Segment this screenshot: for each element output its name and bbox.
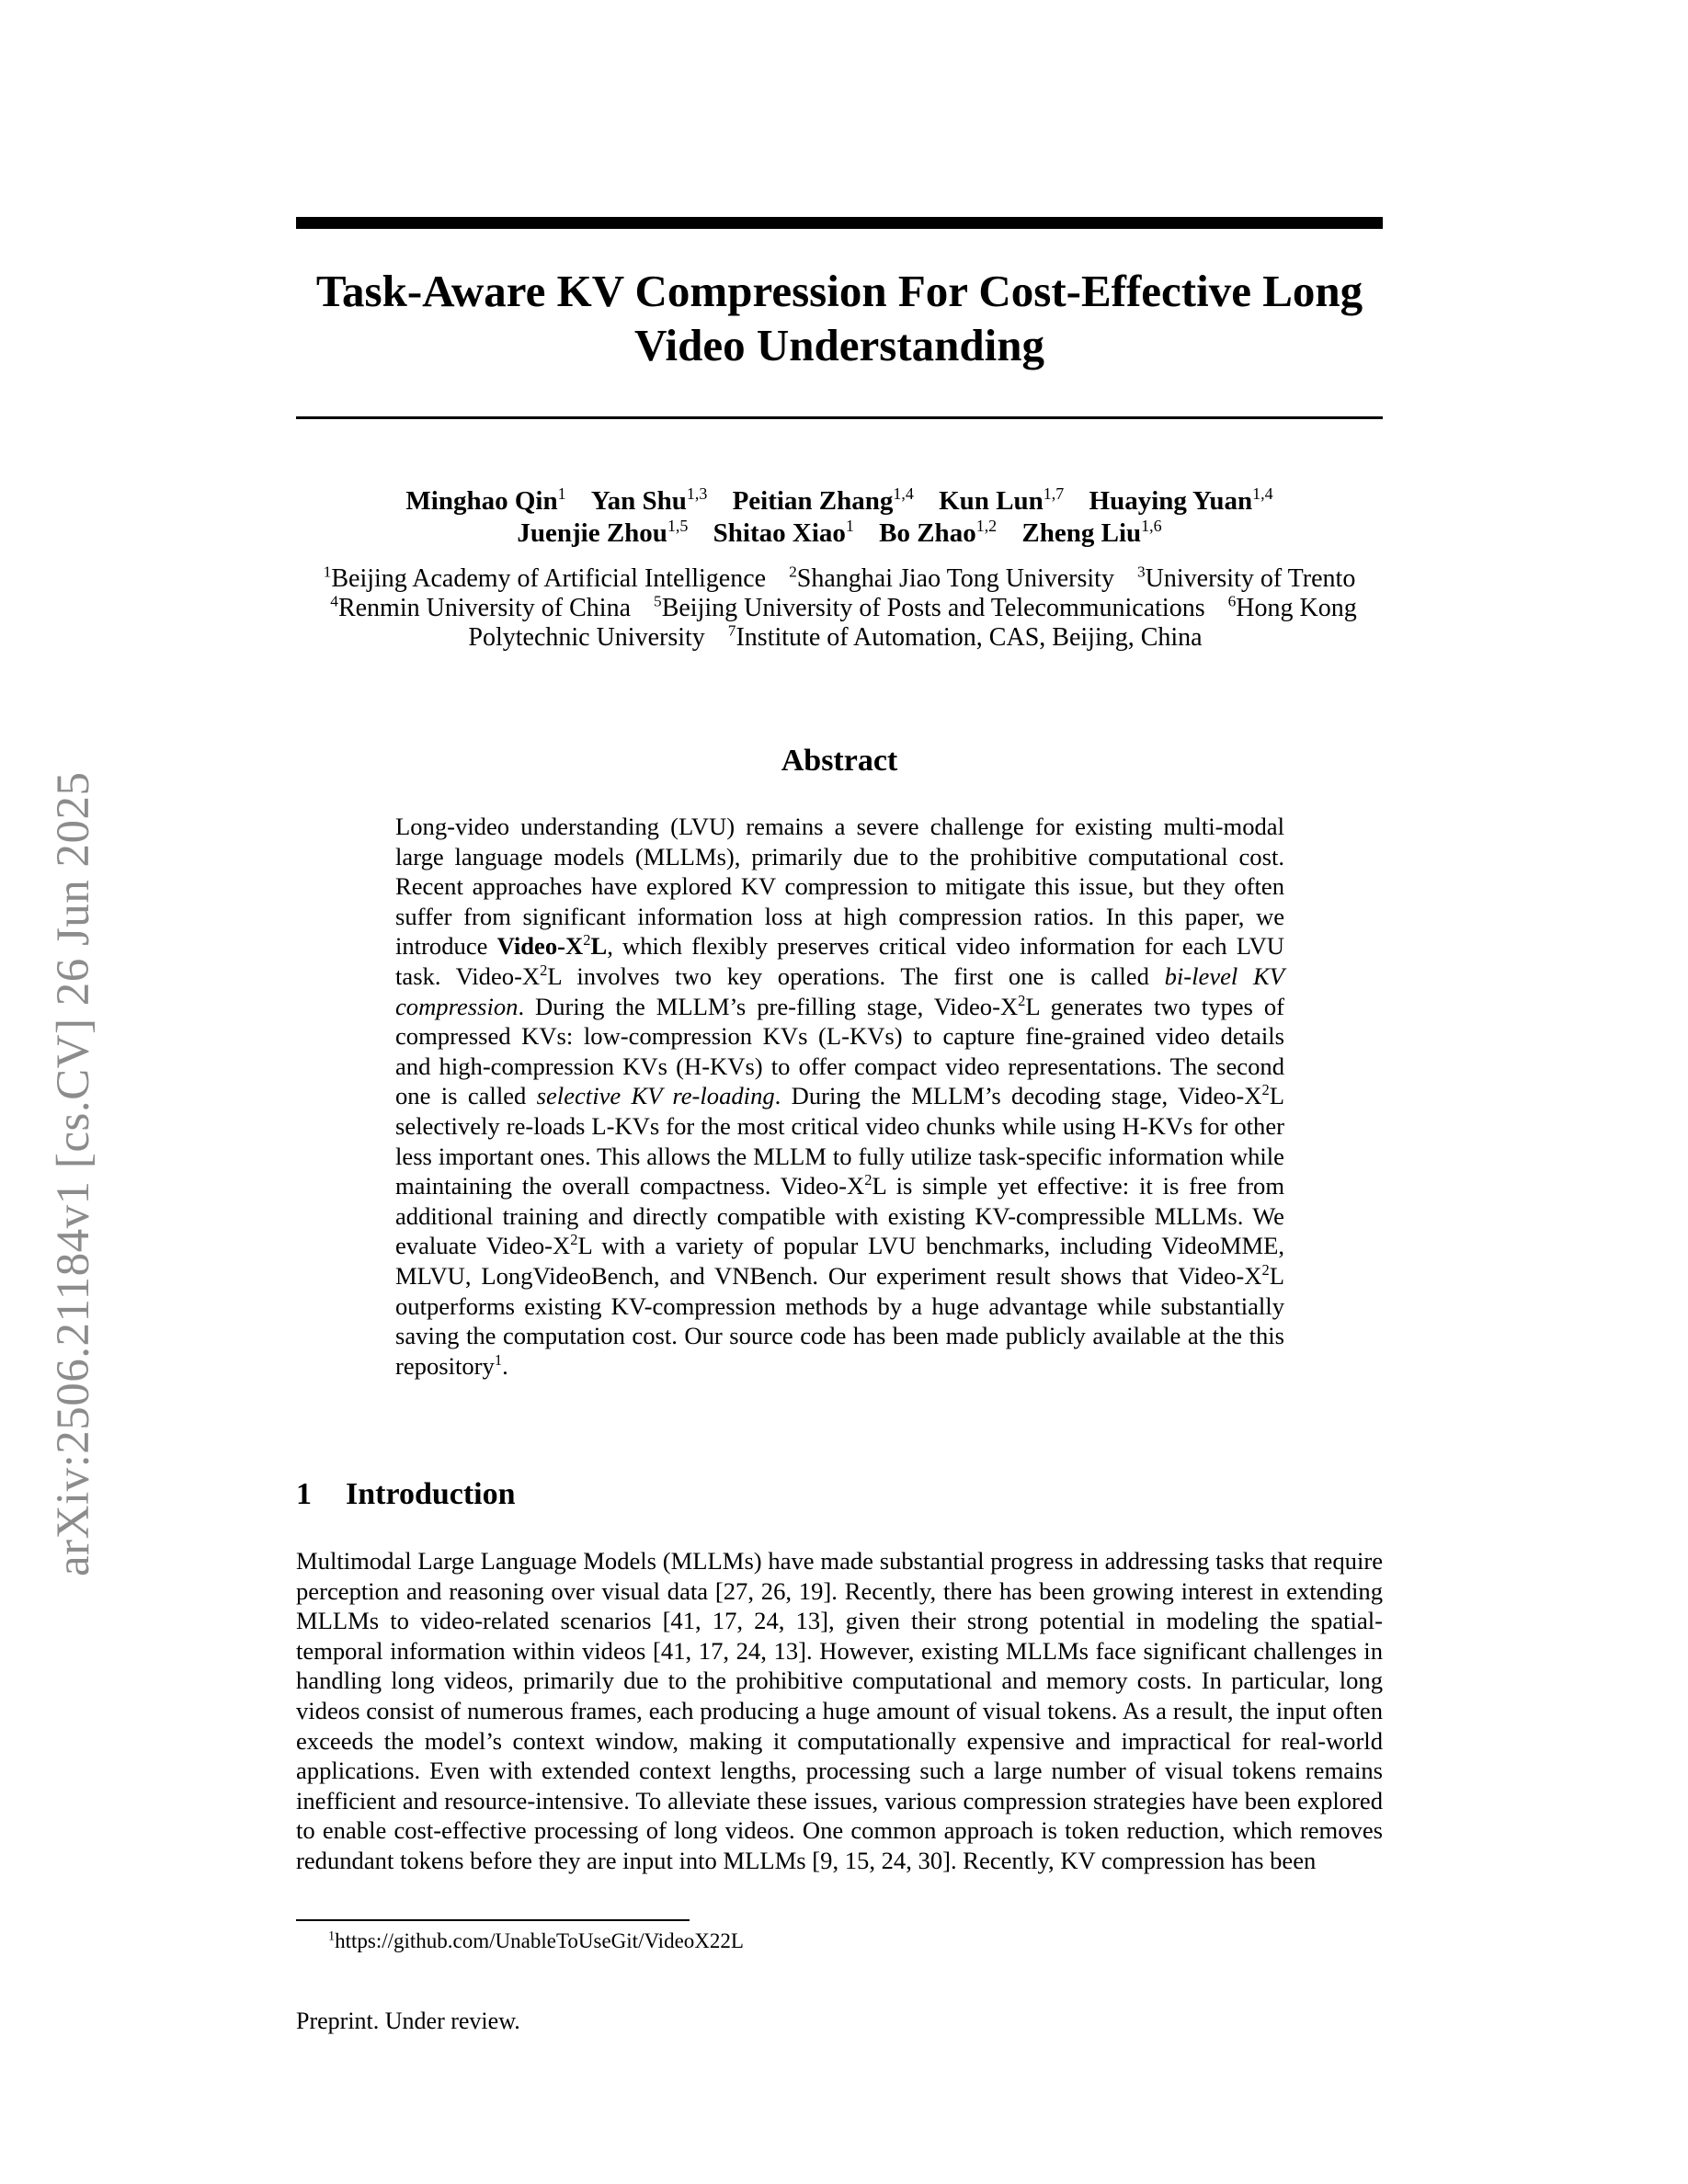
- preprint-note: Preprint. Under review.: [296, 2008, 520, 2034]
- affiliation-list: [296, 564, 1383, 653]
- author: Zheng Liu$^{1,6}$: [1021, 517, 1162, 548]
- title-rule-bottom: [296, 416, 1383, 419]
- abstract-heading: Abstract: [781, 744, 898, 778]
- author: Huaying Yuan$^{1,4}$: [1089, 484, 1273, 516]
- section-heading-introduction: [296, 1476, 516, 1513]
- author: Yan Shu$^{1,3}$: [590, 484, 708, 516]
- affiliation: $^7$Institute of Automation, CAS, Beijing, China: [727, 621, 1203, 652]
- author: Shitao Xiao$^1$: [713, 517, 854, 548]
- author: Minghao Qin$^1$: [405, 484, 566, 516]
- affiliation: $^1$Beijing Academy of Artificial Intelligence: [323, 563, 767, 593]
- term-selective-kv-reloading: selective KV re-loading: [536, 1082, 775, 1110]
- title-rule-top: [296, 217, 1383, 229]
- section-number: 1: [296, 1477, 312, 1511]
- affiliation: $^5$Beijing University of Posts and Telecommunications: [654, 592, 1205, 622]
- author: Peitian Zhang$^{1,4}$: [732, 484, 914, 516]
- affiliation: $^6$Hong Kong Polytechnic University: [468, 592, 1357, 652]
- term-bilevel-kv-compression: bi-level KV compression: [395, 961, 1284, 1020]
- affiliation: $^2$Shanghai Jiao Tong University: [789, 563, 1114, 593]
- footnote: $^1$https://github.com/UnableToUseGit/VideoX22L: [328, 1928, 744, 1952]
- footnote-marker: 1: [494, 1350, 503, 1369]
- section-title: Introduction: [346, 1477, 516, 1511]
- abstract-text: Long-video understanding (LVU) remains a severe challenge for existing multi-modal large language models (MLLMs), primarily due to the prohibitive computational cost. Recent approaches have explored KV compression to mitigate this issue, but they often suffer from significant information loss at high compression ratios. In this paper, we introduce Video-$X^2L$, which flexibly preserves critical video information for each LVU task. Video-$X^2L$ involves two key operations. The first one is called bi-level KV compression. During the MLLM’s pre-filling stage, Video-$X^2L$ generates two types of compressed KVs: low-compression KVs (L-KVs) to capture fine-grained video details and high-compression KVs (H-KVs) to offer compact video representations. The second one is called selective KV re-loading. During the MLLM’s decoding stage, Video-$X^2L$ selectively re-loads L-KVs for the most critical video chunks while using H-KVs for other less important ones. This allows the MLLM to fully utilize task-specific information while maintaining the overall compactness. Video-$X^2L$ is simple yet effective: it is free from additional training and directly compatible with existing KV-compressible MLLMs. We evaluate Video-$X^2L$ with a variety of popular LVU benchmarks, including VideoMME, MLVU, LongVideoBench, and VNBench. Our experiment result shows that Video-$X^2L$ outperforms existing KV-compression methods by a huge advantage while substantially saving the computation cost. Our source code has been made publicly available at the this repository$^1$.: [395, 813, 1285, 1380]
- author: Kun Lun$^{1,7}$: [939, 484, 1065, 516]
- author: Bo Zhao$^{1,2}$: [879, 517, 998, 548]
- method-name: Video-$X^2L$: [496, 931, 608, 961]
- author-list: [324, 485, 1355, 550]
- arxiv-stamp: arXiv:2506.21184v1 [cs.CV] 26 Jun 2025: [48, 771, 99, 1576]
- affiliation: $^4$Renmin University of China: [330, 592, 632, 622]
- introduction-text: Multimodal Large Language Models (MLLMs) have made substantial progress in addressing tasks that require perception and reasoning over visual data [27, 26, 19]. Recently, there has been growing interest in extending MLLMs to video-related scenarios [41, 17, 24, 13], given their strong potential in modeling the spatial-temporal information within videos [41, 17, 24, 13]. However, existing MLLMs face significant challenges in handling long videos, primarily due to the prohibitive computational and memory costs. In particular, long videos consist of numerous frames, each producing a huge amount of visual tokens. As a result, the input often exceeds the model’s context window, making it computationally expensive and impractical for real-world applications. Even with extended context lengths, processing such a large number of visual tokens remains inefficient and resource-intensive. To alleviate these issues, various compression strategies have been explored to enable cost-effective processing of long videos. One common approach is token reduction, which removes redundant tokens before they are input into MLLMs [9, 15, 24, 30]. Recently, KV compression has been: [296, 1547, 1383, 1874]
- footnote-rule: [296, 1919, 690, 1921]
- repository-link[interactable]: https://github.com/UnableToUseGit/VideoX22L: [335, 1929, 744, 1952]
- paper-title: Task-Aware KV Compression For Cost-Effective Long Video Understanding: [315, 266, 1363, 370]
- author: Juenjie Zhou$^{1,5}$: [517, 517, 689, 548]
- affiliation: $^3$University of Trento: [1136, 563, 1356, 593]
